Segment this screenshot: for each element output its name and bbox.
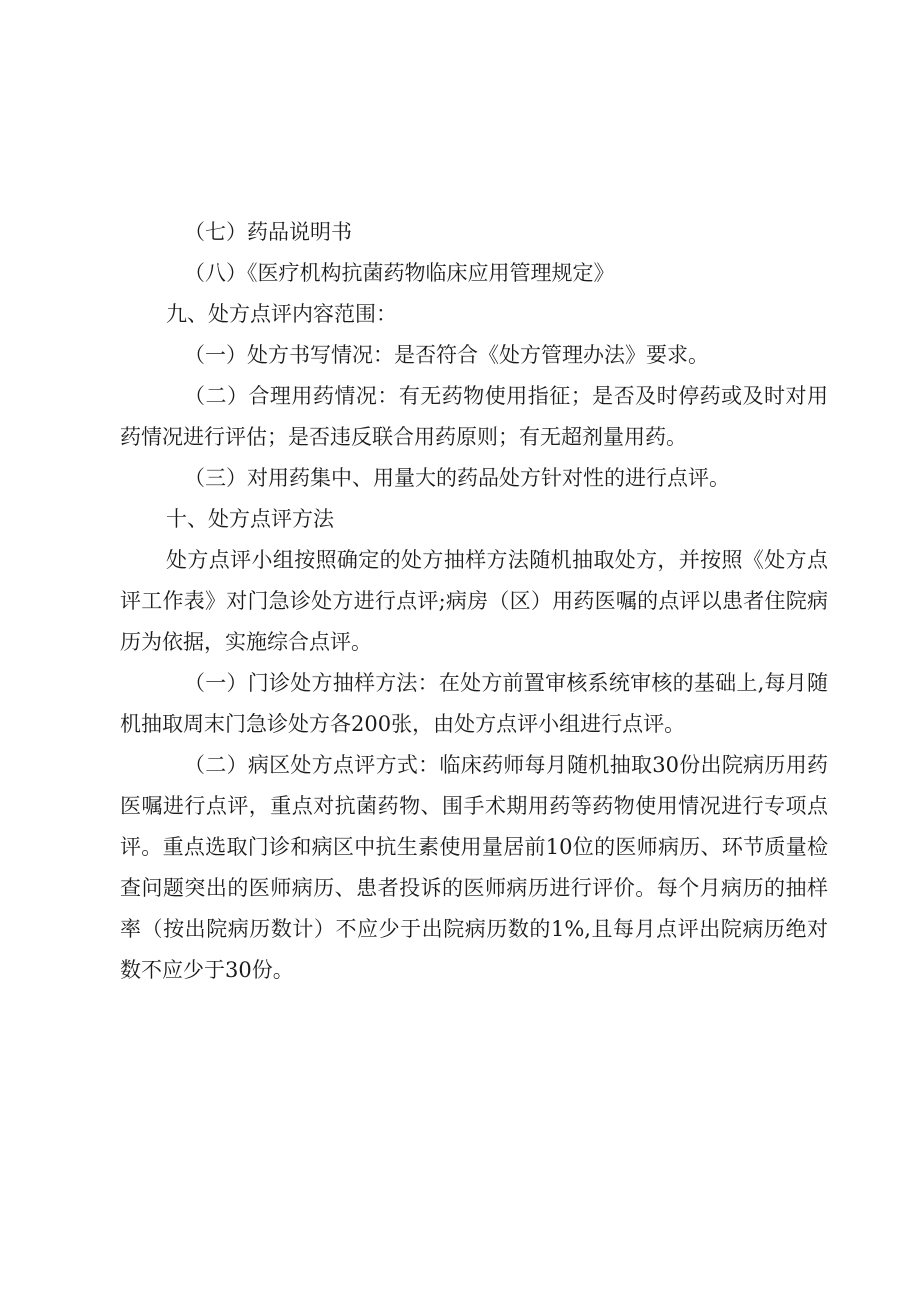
section-9-item-1: （一）处方书写情况：是否符合《处方管理办法》要求。: [184, 343, 709, 367]
section-9-item-3: （三）对用药集中、用量大的药品处方针对性的进行点评。: [184, 466, 730, 490]
section-9-heading: 九、处方点评内容范围：: [166, 302, 397, 326]
section-10-intro: 处方点评小组按照确定的处方抽样方法随机抽取处方，并按照《处方点评工作表》对门急诊处方进行点评;病房（区）用药医嘱的点评以患者住院病历为依据，实施综合点评。: [120, 548, 828, 654]
section-10-item-2: （二）病区处方点评方式：临床药师每月随机抽取30份出院病历用药医嘱进行点评，重点对抗菌药物、围手术期用药等药物使用情况进行专项点评。重点选取门诊和病区中抗生素使用量居前10位的医师病历、环节质量检查问题突出的医师病历、患者投诉的医师病历进行评价。每个月病历的抽样率（按出院病历数计）不应少于出院病历数的1%,且每月点评出院病历绝对数不应少于30份。: [120, 753, 828, 982]
item-8: （八）《医疗机构抗菌药物临床应用管理规定》: [184, 261, 615, 285]
section-10-heading: 十、处方点评方法: [166, 507, 334, 531]
document-body: [120, 212, 828, 991]
section-10-item-1: （一）门诊处方抽样方法：在处方前置审核系统审核的基础上,每月随机抽取周末门急诊处方各200张，由处方点评小组进行点评。: [120, 671, 828, 736]
item-7: （七）药品说明书: [184, 220, 352, 244]
section-9-item-2: （二）合理用药情况：有无药物使用指征；是否及时停药或及时对用药情况进行评估；是否违反联合用药原则；有无超剂量用药。: [120, 384, 828, 449]
